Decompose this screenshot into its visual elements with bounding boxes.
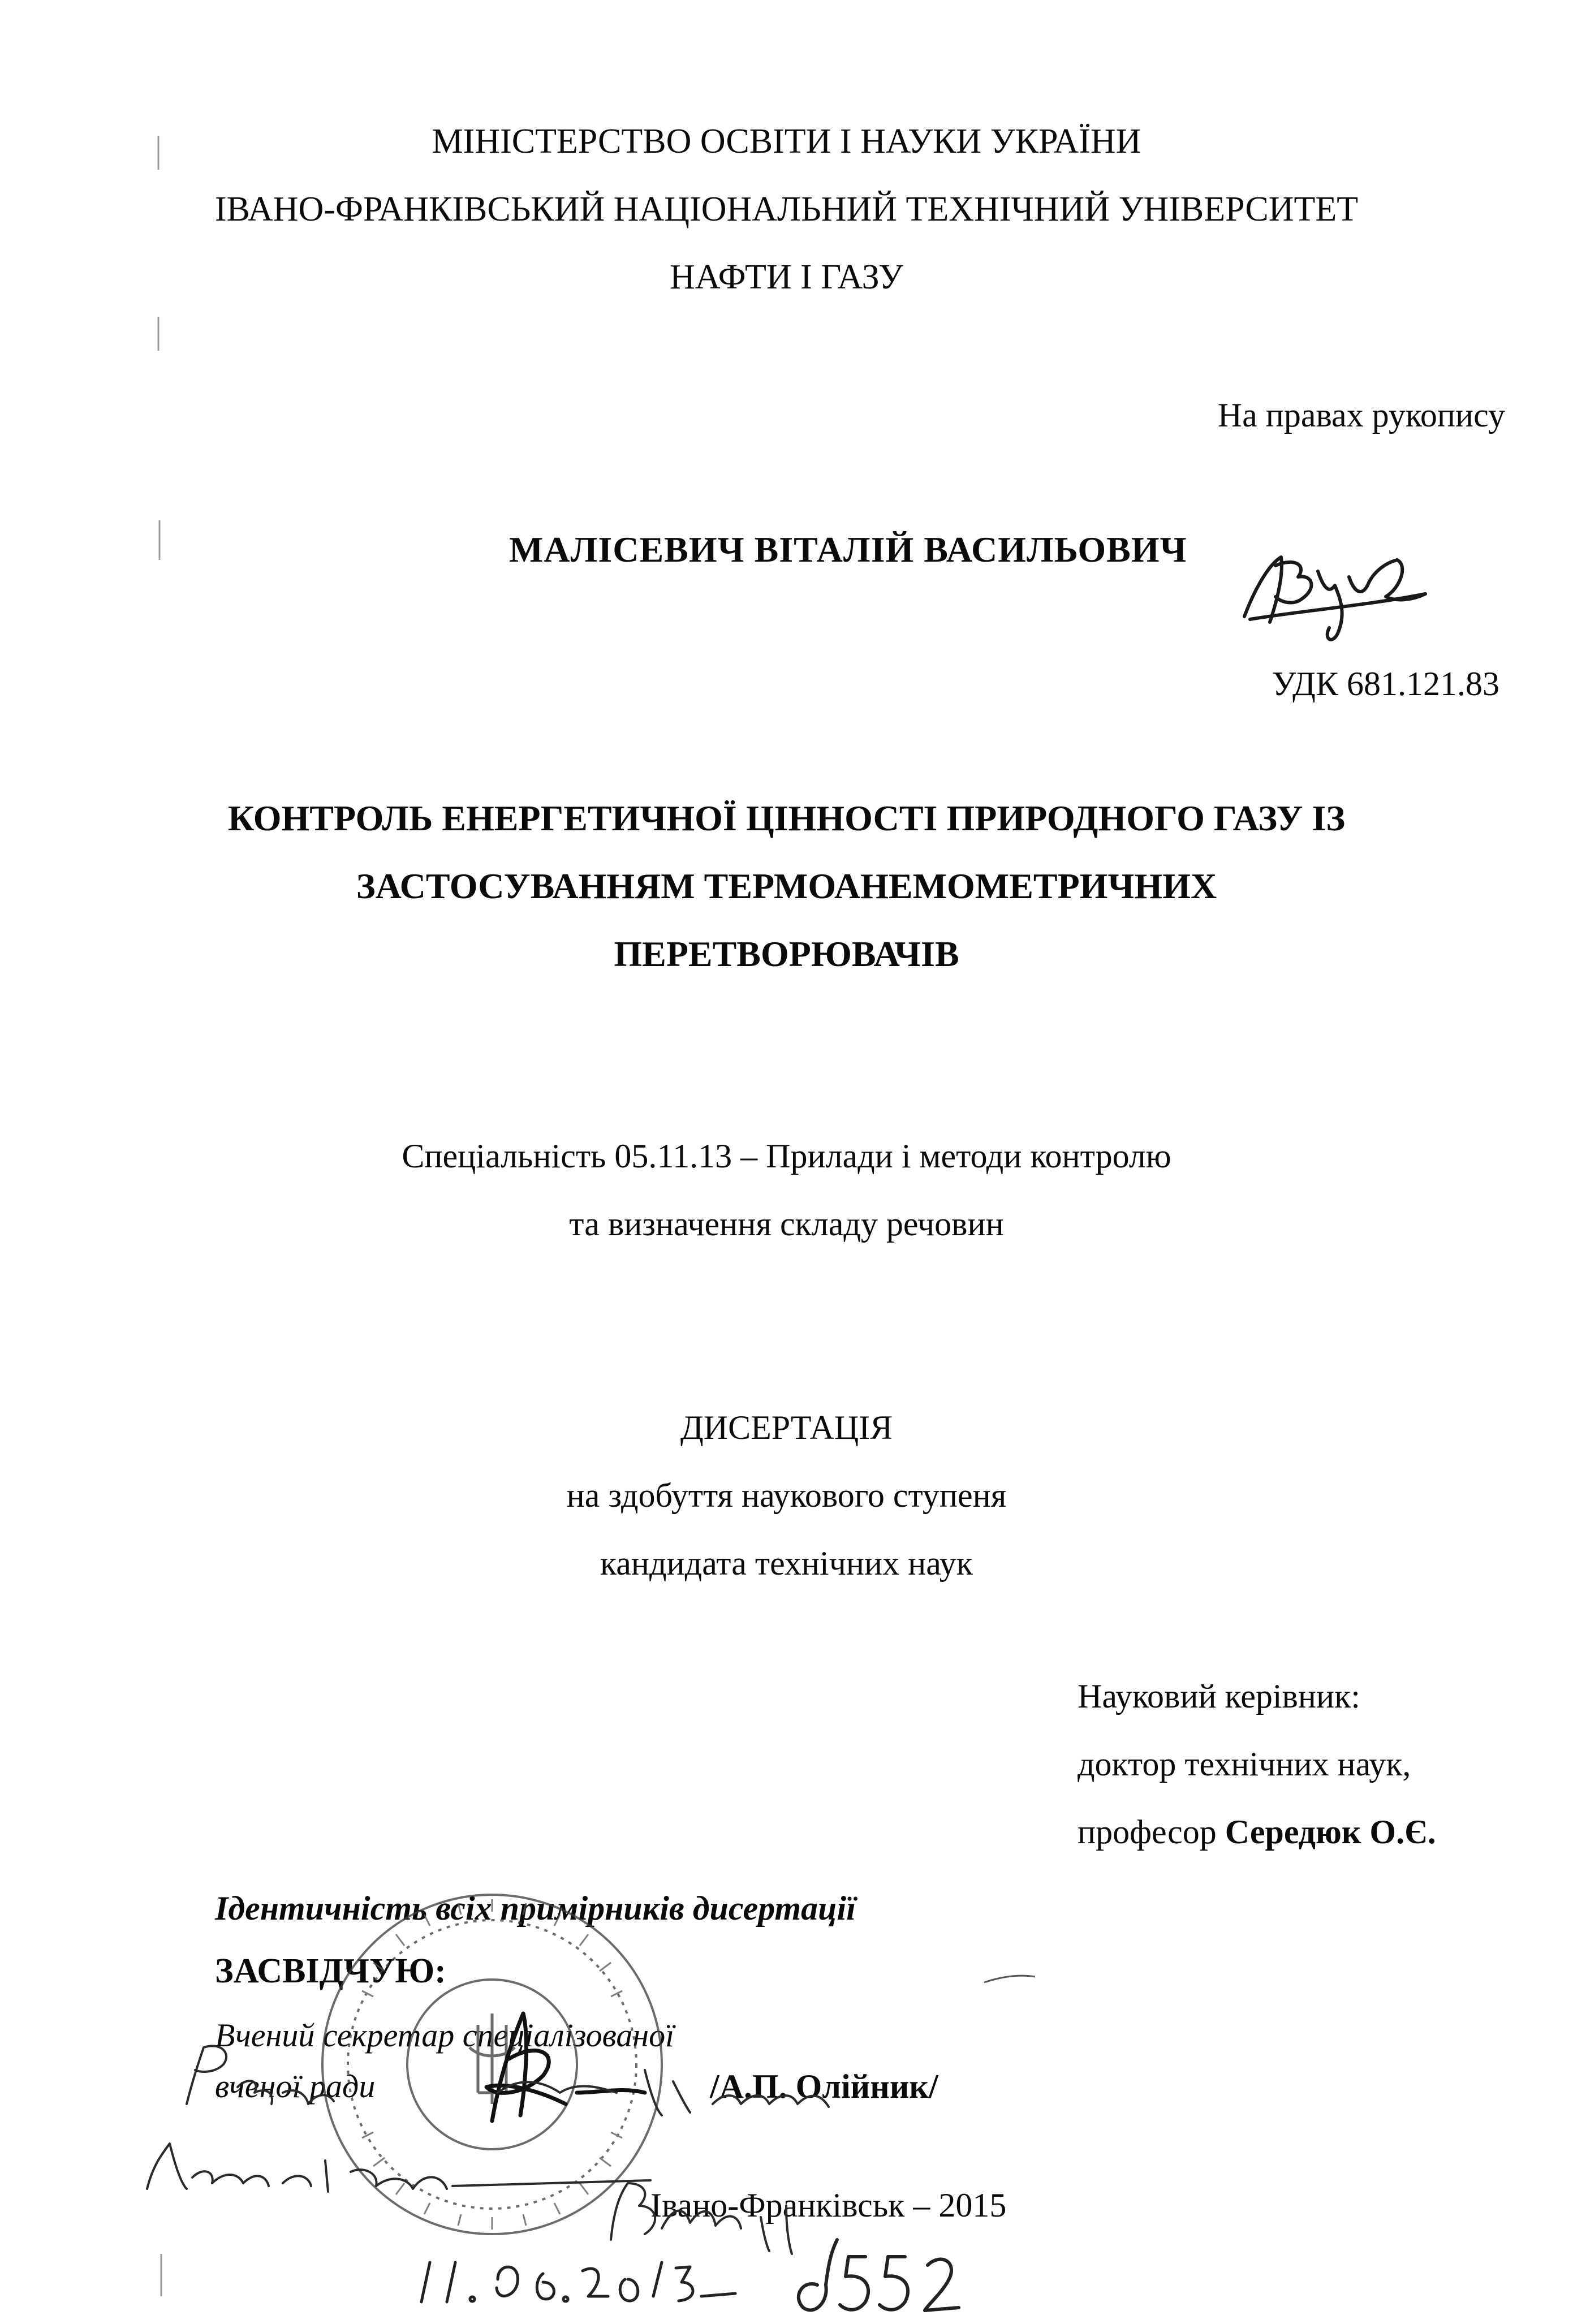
specialty-line1: Спеціальність 05.11.13 – Прилади і методи контролю (402, 1137, 1171, 1175)
dissertation-title-line1: КОНТРОЛЬ ЕНЕРГЕТИЧНОЇ ЦІННОСТІ ПРИРОДНОГО ГАЗУ ІЗ (227, 798, 1346, 838)
dissertation-title-line3: ПЕРЕТВОРЮВАЧІВ (614, 934, 959, 974)
stray-mark (984, 1976, 1035, 1982)
certify-label: ЗАСВІДЧУЮ: (215, 1952, 446, 1990)
archive-number (799, 2240, 959, 2310)
secretary-name: /А.П. Олійник/ (710, 2068, 938, 2105)
handwritten-date (421, 2262, 735, 2302)
dissertation-title-line2: ЗАСТОСУВАННЯМ ТЕРМОАНЕМОМЕТРИЧНИХ (356, 866, 1217, 906)
supervisor-name: Середюк О.Є. (1225, 1813, 1436, 1851)
supervisor-title: професор (1078, 1813, 1217, 1851)
author-signature (1244, 557, 1425, 640)
university-name-line2: НАФТИ І ГАЗУ (669, 258, 904, 296)
city-year: Івано-Франківськ – 2015 (650, 2187, 1007, 2224)
supervisor-degree: доктор технічних наук, (1078, 1745, 1411, 1783)
specialty-line2: та визначення складу речовин (569, 1205, 1004, 1243)
ministry-name: МІНІСТЕРСТВО ОСВІТИ І НАУКИ УКРАЇНИ (432, 122, 1141, 161)
manuscript-note: На правах рукопису (1217, 396, 1505, 434)
dissertation-type: ДИСЕРТАЦІЯ (680, 1409, 893, 1446)
identity-statement: Ідентичність всіх примірників дисертації (215, 1890, 856, 1927)
degree-line1: на здобуття наукового ступеня (566, 1477, 1007, 1514)
author-name: МАЛІСЕВИЧ ВІТАЛІЙ ВАСИЛЬОВИЧ (509, 529, 1187, 570)
supervisor-role: Науковий керівник: (1078, 1678, 1360, 1715)
secretary-role-line1: Вчений секретар спеціалізованої (215, 2017, 675, 2054)
degree-line2: кандидата технічних наук (600, 1545, 973, 1582)
university-name-line1: ІВАНО-ФРАНКІВСЬКИЙ НАЦІОНАЛЬНИЙ ТЕХНІЧНИЙ УНІВЕРСИТЕТ (214, 190, 1359, 228)
secretary-role-line2: вченої ради (215, 2068, 376, 2105)
secretary-signature (486, 2013, 645, 2121)
handwritten-note-line2 (147, 2144, 792, 2254)
university-stamp (322, 1895, 662, 2234)
scan-margin-marks (158, 136, 161, 2296)
udk-code: УДК 681.121.83 (1272, 665, 1499, 702)
